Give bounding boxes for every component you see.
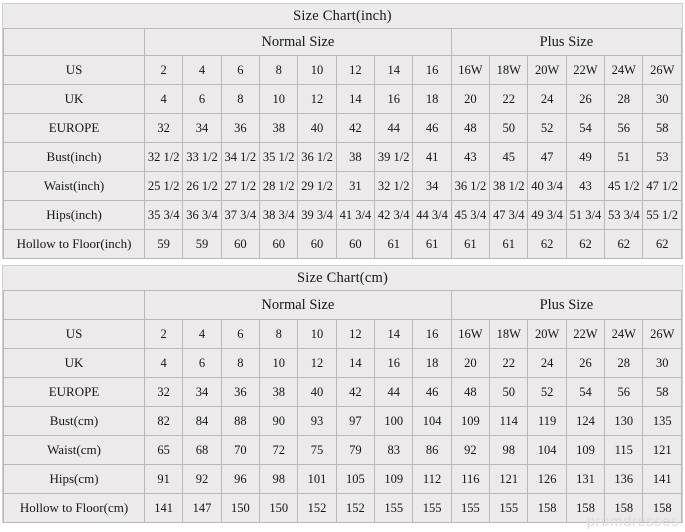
watermark-text: promdresses xyxy=(586,513,679,530)
cell: 42 xyxy=(336,114,374,143)
cell: 158 xyxy=(605,494,643,523)
cell: 68 xyxy=(183,436,221,465)
row-label-bust: Bust(cm) xyxy=(4,407,145,436)
cell: 55 1/2 xyxy=(643,201,682,230)
cell: 58 xyxy=(643,114,682,143)
cell: 109 xyxy=(375,465,413,494)
cell: 59 xyxy=(145,230,183,259)
cell: 16W xyxy=(451,56,489,85)
table-row xyxy=(4,143,682,172)
size-chart-inch-block xyxy=(2,3,683,259)
cell: 36 1/2 xyxy=(451,172,489,201)
cell: 115 xyxy=(605,436,643,465)
cell: 60 xyxy=(298,230,336,259)
cell: 6 xyxy=(183,85,221,114)
cell: 97 xyxy=(336,407,374,436)
cell: 98 xyxy=(490,436,528,465)
cell: 136 xyxy=(605,465,643,494)
cell: 105 xyxy=(336,465,374,494)
row-label-waist: Waist(inch) xyxy=(4,172,145,201)
cell: 56 xyxy=(605,378,643,407)
cell: 45 3/4 xyxy=(451,201,489,230)
cell: 42 3/4 xyxy=(375,201,413,230)
cell: 36 xyxy=(221,378,259,407)
cell: 8 xyxy=(260,320,298,349)
cell: 27 1/2 xyxy=(221,172,259,201)
cell: 37 3/4 xyxy=(221,201,259,230)
table-row xyxy=(4,85,682,114)
cell: 49 xyxy=(566,143,604,172)
cell: 158 xyxy=(566,494,604,523)
cell: 46 xyxy=(413,378,451,407)
cell: 54 xyxy=(566,114,604,143)
size-chart-inch-body xyxy=(4,29,682,259)
size-chart-cm-block xyxy=(2,265,683,523)
cell: 44 xyxy=(375,114,413,143)
cell: 40 xyxy=(298,114,336,143)
cell: 40 xyxy=(298,378,336,407)
cell: 29 1/2 xyxy=(298,172,336,201)
group-header-row xyxy=(4,29,682,56)
row-label-uk: UK xyxy=(4,85,145,114)
cell: 101 xyxy=(298,465,336,494)
cell: 18 xyxy=(413,85,451,114)
cell: 116 xyxy=(451,465,489,494)
cell: 59 xyxy=(183,230,221,259)
cell: 14 xyxy=(375,56,413,85)
cell: 130 xyxy=(605,407,643,436)
cell: 61 xyxy=(413,230,451,259)
group-header-plus-size: Plus Size xyxy=(451,291,681,320)
cell: 26 1/2 xyxy=(183,172,221,201)
cell: 22W xyxy=(566,320,604,349)
cell: 18W xyxy=(490,56,528,85)
table-row xyxy=(4,407,682,436)
cell: 84 xyxy=(183,407,221,436)
cell: 61 xyxy=(451,230,489,259)
size-chart-inch-title: Size Chart(inch) xyxy=(293,8,392,24)
cell: 16 xyxy=(413,56,451,85)
cell: 114 xyxy=(490,407,528,436)
size-chart-cm-title: Size Chart(cm) xyxy=(297,270,388,286)
cell: 150 xyxy=(221,494,259,523)
cell: 18W xyxy=(490,320,528,349)
table-row xyxy=(4,172,682,201)
cell: 62 xyxy=(643,230,682,259)
cell: 119 xyxy=(528,407,566,436)
cell: 20 xyxy=(451,349,489,378)
cell: 38 xyxy=(260,378,298,407)
table-row xyxy=(4,230,682,259)
cell: 28 1/2 xyxy=(260,172,298,201)
table-row xyxy=(4,436,682,465)
size-chart-page xyxy=(0,3,685,532)
cell: 43 xyxy=(451,143,489,172)
cell: 44 3/4 xyxy=(413,201,451,230)
cell: 10 xyxy=(298,320,336,349)
cell: 34 xyxy=(413,172,451,201)
row-label-europe: EUROPE xyxy=(4,114,145,143)
row-label-hips: Hips(cm) xyxy=(4,465,145,494)
cell: 96 xyxy=(221,465,259,494)
cell: 155 xyxy=(451,494,489,523)
cell: 49 3/4 xyxy=(528,201,566,230)
cell: 12 xyxy=(336,320,374,349)
row-label-europe: EUROPE xyxy=(4,378,145,407)
cell: 34 1/2 xyxy=(221,143,259,172)
group-header-plus-size: Plus Size xyxy=(451,29,681,56)
cell: 60 xyxy=(260,230,298,259)
cell: 121 xyxy=(490,465,528,494)
cell: 22W xyxy=(566,56,604,85)
cell: 51 xyxy=(605,143,643,172)
cell: 86 xyxy=(413,436,451,465)
cell: 150 xyxy=(260,494,298,523)
cell: 24W xyxy=(605,320,643,349)
group-header-blank xyxy=(4,29,145,56)
cell: 60 xyxy=(336,230,374,259)
cell: 4 xyxy=(145,349,183,378)
cell: 41 xyxy=(413,143,451,172)
cell: 91 xyxy=(145,465,183,494)
cell: 40 3/4 xyxy=(528,172,566,201)
table-row xyxy=(4,378,682,407)
cell: 41 3/4 xyxy=(336,201,374,230)
size-chart-cm-body xyxy=(4,291,682,523)
cell: 8 xyxy=(221,85,259,114)
cell: 43 xyxy=(566,172,604,201)
cell: 38 1/2 xyxy=(490,172,528,201)
cell: 48 xyxy=(451,378,489,407)
cell: 56 xyxy=(605,114,643,143)
row-label-waist: Waist(cm) xyxy=(4,436,145,465)
cell: 35 1/2 xyxy=(260,143,298,172)
cell: 28 xyxy=(605,85,643,114)
size-chart-cm-table xyxy=(3,290,682,523)
cell: 30 xyxy=(643,85,682,114)
cell: 6 xyxy=(183,349,221,378)
cell: 22 xyxy=(490,85,528,114)
cell: 58 xyxy=(643,378,682,407)
row-label-uk: UK xyxy=(4,349,145,378)
cell: 62 xyxy=(566,230,604,259)
cell: 32 1/2 xyxy=(375,172,413,201)
cell: 121 xyxy=(643,436,682,465)
row-label-bust: Bust(inch) xyxy=(4,143,145,172)
cell: 2 xyxy=(145,320,183,349)
cell: 158 xyxy=(643,494,682,523)
table-row xyxy=(4,114,682,143)
table-row xyxy=(4,320,682,349)
cell: 38 xyxy=(260,114,298,143)
cell: 88 xyxy=(221,407,259,436)
table-row xyxy=(4,56,682,85)
cell: 158 xyxy=(528,494,566,523)
table-row xyxy=(4,465,682,494)
cell: 65 xyxy=(145,436,183,465)
cell: 82 xyxy=(145,407,183,436)
cell: 100 xyxy=(375,407,413,436)
group-header-normal-size: Normal Size xyxy=(145,29,452,56)
cell: 109 xyxy=(566,436,604,465)
cell: 24 xyxy=(528,349,566,378)
cell: 42 xyxy=(336,378,374,407)
cell: 53 3/4 xyxy=(605,201,643,230)
cell: 16W xyxy=(451,320,489,349)
cell: 54 xyxy=(566,378,604,407)
cell: 44 xyxy=(375,378,413,407)
cell: 36 1/2 xyxy=(298,143,336,172)
cell: 26 xyxy=(566,349,604,378)
cell: 6 xyxy=(221,56,259,85)
cell: 52 xyxy=(528,378,566,407)
cell: 155 xyxy=(413,494,451,523)
cell: 20 xyxy=(451,85,489,114)
cell: 22 xyxy=(490,349,528,378)
cell: 14 xyxy=(336,349,374,378)
cell: 10 xyxy=(298,56,336,85)
cell: 24W xyxy=(605,56,643,85)
cell: 126 xyxy=(528,465,566,494)
cell: 141 xyxy=(145,494,183,523)
group-header-blank xyxy=(4,291,145,320)
cell: 72 xyxy=(260,436,298,465)
cell: 70 xyxy=(221,436,259,465)
cell: 152 xyxy=(298,494,336,523)
cell: 47 3/4 xyxy=(490,201,528,230)
table-row xyxy=(4,201,682,230)
cell: 46 xyxy=(413,114,451,143)
cell: 30 xyxy=(643,349,682,378)
cell: 124 xyxy=(566,407,604,436)
cell: 47 1/2 xyxy=(643,172,682,201)
cell: 20W xyxy=(528,56,566,85)
cell: 25 1/2 xyxy=(145,172,183,201)
cell: 104 xyxy=(528,436,566,465)
cell: 12 xyxy=(298,349,336,378)
cell: 53 xyxy=(643,143,682,172)
cell: 36 xyxy=(221,114,259,143)
cell: 48 xyxy=(451,114,489,143)
cell: 34 xyxy=(183,114,221,143)
cell: 10 xyxy=(260,349,298,378)
cell: 83 xyxy=(375,436,413,465)
cell: 38 xyxy=(336,143,374,172)
cell: 39 3/4 xyxy=(298,201,336,230)
cell: 26W xyxy=(643,320,682,349)
table-row xyxy=(4,494,682,523)
cell: 50 xyxy=(490,114,528,143)
cell: 52 xyxy=(528,114,566,143)
cell: 4 xyxy=(145,85,183,114)
cell: 12 xyxy=(298,85,336,114)
cell: 62 xyxy=(528,230,566,259)
cell: 62 xyxy=(605,230,643,259)
row-label-hips: Hips(inch) xyxy=(4,201,145,230)
cell: 61 xyxy=(375,230,413,259)
cell: 20W xyxy=(528,320,566,349)
cell: 6 xyxy=(221,320,259,349)
cell: 33 1/2 xyxy=(183,143,221,172)
cell: 155 xyxy=(490,494,528,523)
row-label-hollow-to-floor: Hollow to Floor(inch) xyxy=(4,230,145,259)
cell: 14 xyxy=(336,85,374,114)
cell: 32 xyxy=(145,114,183,143)
cell: 45 xyxy=(490,143,528,172)
cell: 8 xyxy=(260,56,298,85)
cell: 18 xyxy=(413,349,451,378)
cell: 112 xyxy=(413,465,451,494)
cell: 75 xyxy=(298,436,336,465)
cell: 16 xyxy=(413,320,451,349)
cell: 35 3/4 xyxy=(145,201,183,230)
cell: 10 xyxy=(260,85,298,114)
cell: 8 xyxy=(221,349,259,378)
cell: 38 3/4 xyxy=(260,201,298,230)
cell: 16 xyxy=(375,85,413,114)
cell: 47 xyxy=(528,143,566,172)
cell: 60 xyxy=(221,230,259,259)
cell: 61 xyxy=(490,230,528,259)
cell: 26 xyxy=(566,85,604,114)
cell: 79 xyxy=(336,436,374,465)
cell: 4 xyxy=(183,320,221,349)
cell: 32 1/2 xyxy=(145,143,183,172)
row-label-us: US xyxy=(4,320,145,349)
cell: 12 xyxy=(336,56,374,85)
cell: 50 xyxy=(490,378,528,407)
cell: 98 xyxy=(260,465,298,494)
cell: 92 xyxy=(451,436,489,465)
cell: 24 xyxy=(528,85,566,114)
cell: 51 3/4 xyxy=(566,201,604,230)
cell: 39 1/2 xyxy=(375,143,413,172)
cell: 34 xyxy=(183,378,221,407)
cell: 92 xyxy=(183,465,221,494)
cell: 16 xyxy=(375,349,413,378)
cell: 109 xyxy=(451,407,489,436)
row-label-us: US xyxy=(4,56,145,85)
cell: 32 xyxy=(145,378,183,407)
cell: 26W xyxy=(643,56,682,85)
cell: 31 xyxy=(336,172,374,201)
cell: 2 xyxy=(145,56,183,85)
group-header-normal-size: Normal Size xyxy=(145,291,452,320)
cell: 28 xyxy=(605,349,643,378)
cell: 135 xyxy=(643,407,682,436)
size-chart-inch-table xyxy=(3,28,682,259)
cell: 147 xyxy=(183,494,221,523)
cell: 4 xyxy=(183,56,221,85)
cell: 104 xyxy=(413,407,451,436)
cell: 14 xyxy=(375,320,413,349)
cell: 152 xyxy=(336,494,374,523)
row-label-hollow-to-floor: Hollow to Floor(cm) xyxy=(4,494,145,523)
cell: 141 xyxy=(643,465,682,494)
cell: 36 3/4 xyxy=(183,201,221,230)
cell: 131 xyxy=(566,465,604,494)
group-header-row xyxy=(4,291,682,320)
cell: 45 1/2 xyxy=(605,172,643,201)
cell: 90 xyxy=(260,407,298,436)
cell: 155 xyxy=(375,494,413,523)
cell: 93 xyxy=(298,407,336,436)
table-row xyxy=(4,349,682,378)
